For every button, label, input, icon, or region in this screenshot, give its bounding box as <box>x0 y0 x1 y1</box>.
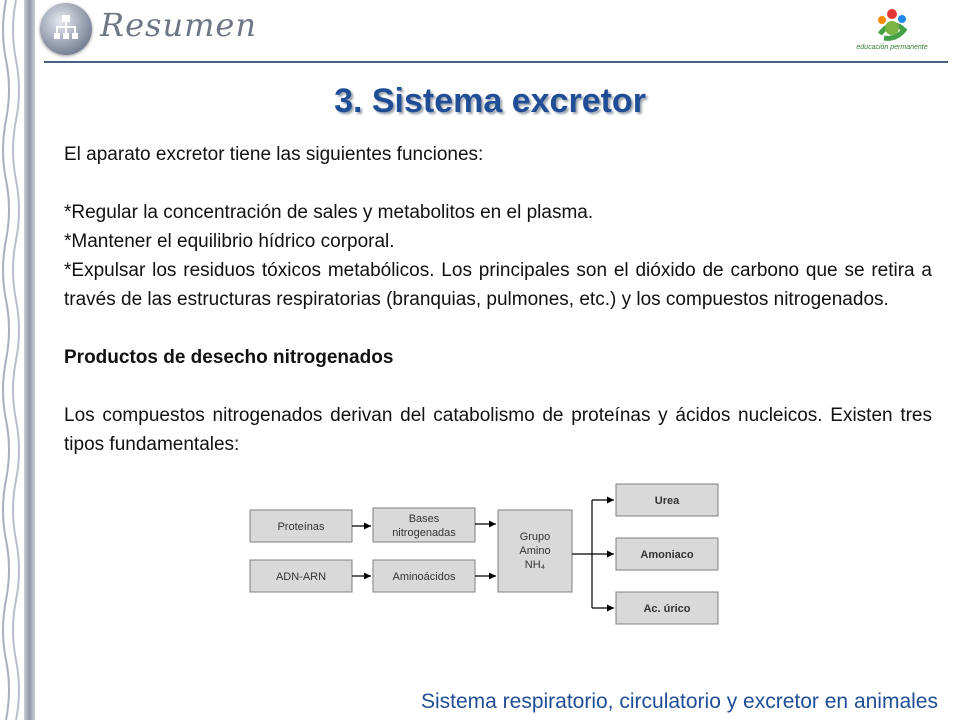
box-bases-label-1: Bases <box>408 513 440 525</box>
body-text <box>64 140 932 459</box>
nitrogen-waste-diagram <box>248 480 728 630</box>
function-item: *Regular la concentración de sales y metabolitos en el plasma. <box>64 202 594 223</box>
sitemap-icon <box>54 15 78 41</box>
header-divider <box>44 61 948 63</box>
box-center-line-1: Grupo <box>519 531 551 543</box>
box-aminoacidos-label: Aminoácidos <box>392 571 456 583</box>
slide-title: 3. Sistema excretor <box>334 82 646 120</box>
box-amoniaco-label: Amoniaco <box>640 549 694 561</box>
box-urea-label: Urea <box>654 495 680 507</box>
box-center-line-3: NH₄ <box>524 559 546 571</box>
sitemap-logo <box>40 3 92 55</box>
brand-text: educación permanente <box>856 44 928 51</box>
footer-text: Sistema respiratorio, circulatorio y excretor en animales <box>420 690 938 713</box>
subheading: Productos de desecho nitrogenados <box>64 347 394 368</box>
box-center-line-2: Amino <box>519 545 551 557</box>
brand-logo <box>836 4 948 62</box>
header-title: Resumen <box>100 6 257 44</box>
function-item: *Mantener el equilibrio hídrico corporal. <box>64 231 395 252</box>
function-item: *Expulsar los residuos tóxicos metabólicos. Los principales son el dióxido de carbono que se retira a través de las estructuras respiratorias (branquias, pulmones, etc.) y los compuestos nitrogenados. <box>64 260 932 310</box>
paragraph: Los compuestos nitrogenados derivan del catabolismo de proteínas y ácidos nucleicos. Existen tres tipos fundamentales: <box>64 405 932 455</box>
box-adn-arn-label: ADN-ARN <box>275 571 327 583</box>
intro-text: El aparato excretor tiene las siguientes funciones: <box>64 144 484 165</box>
box-bases-label-2: nitrogenadas <box>392 527 456 539</box>
box-proteinas-label: Proteínas <box>277 521 325 533</box>
box-ac-urico-label: Ac. úrico <box>643 603 691 615</box>
brand-mark-icon <box>836 4 948 44</box>
